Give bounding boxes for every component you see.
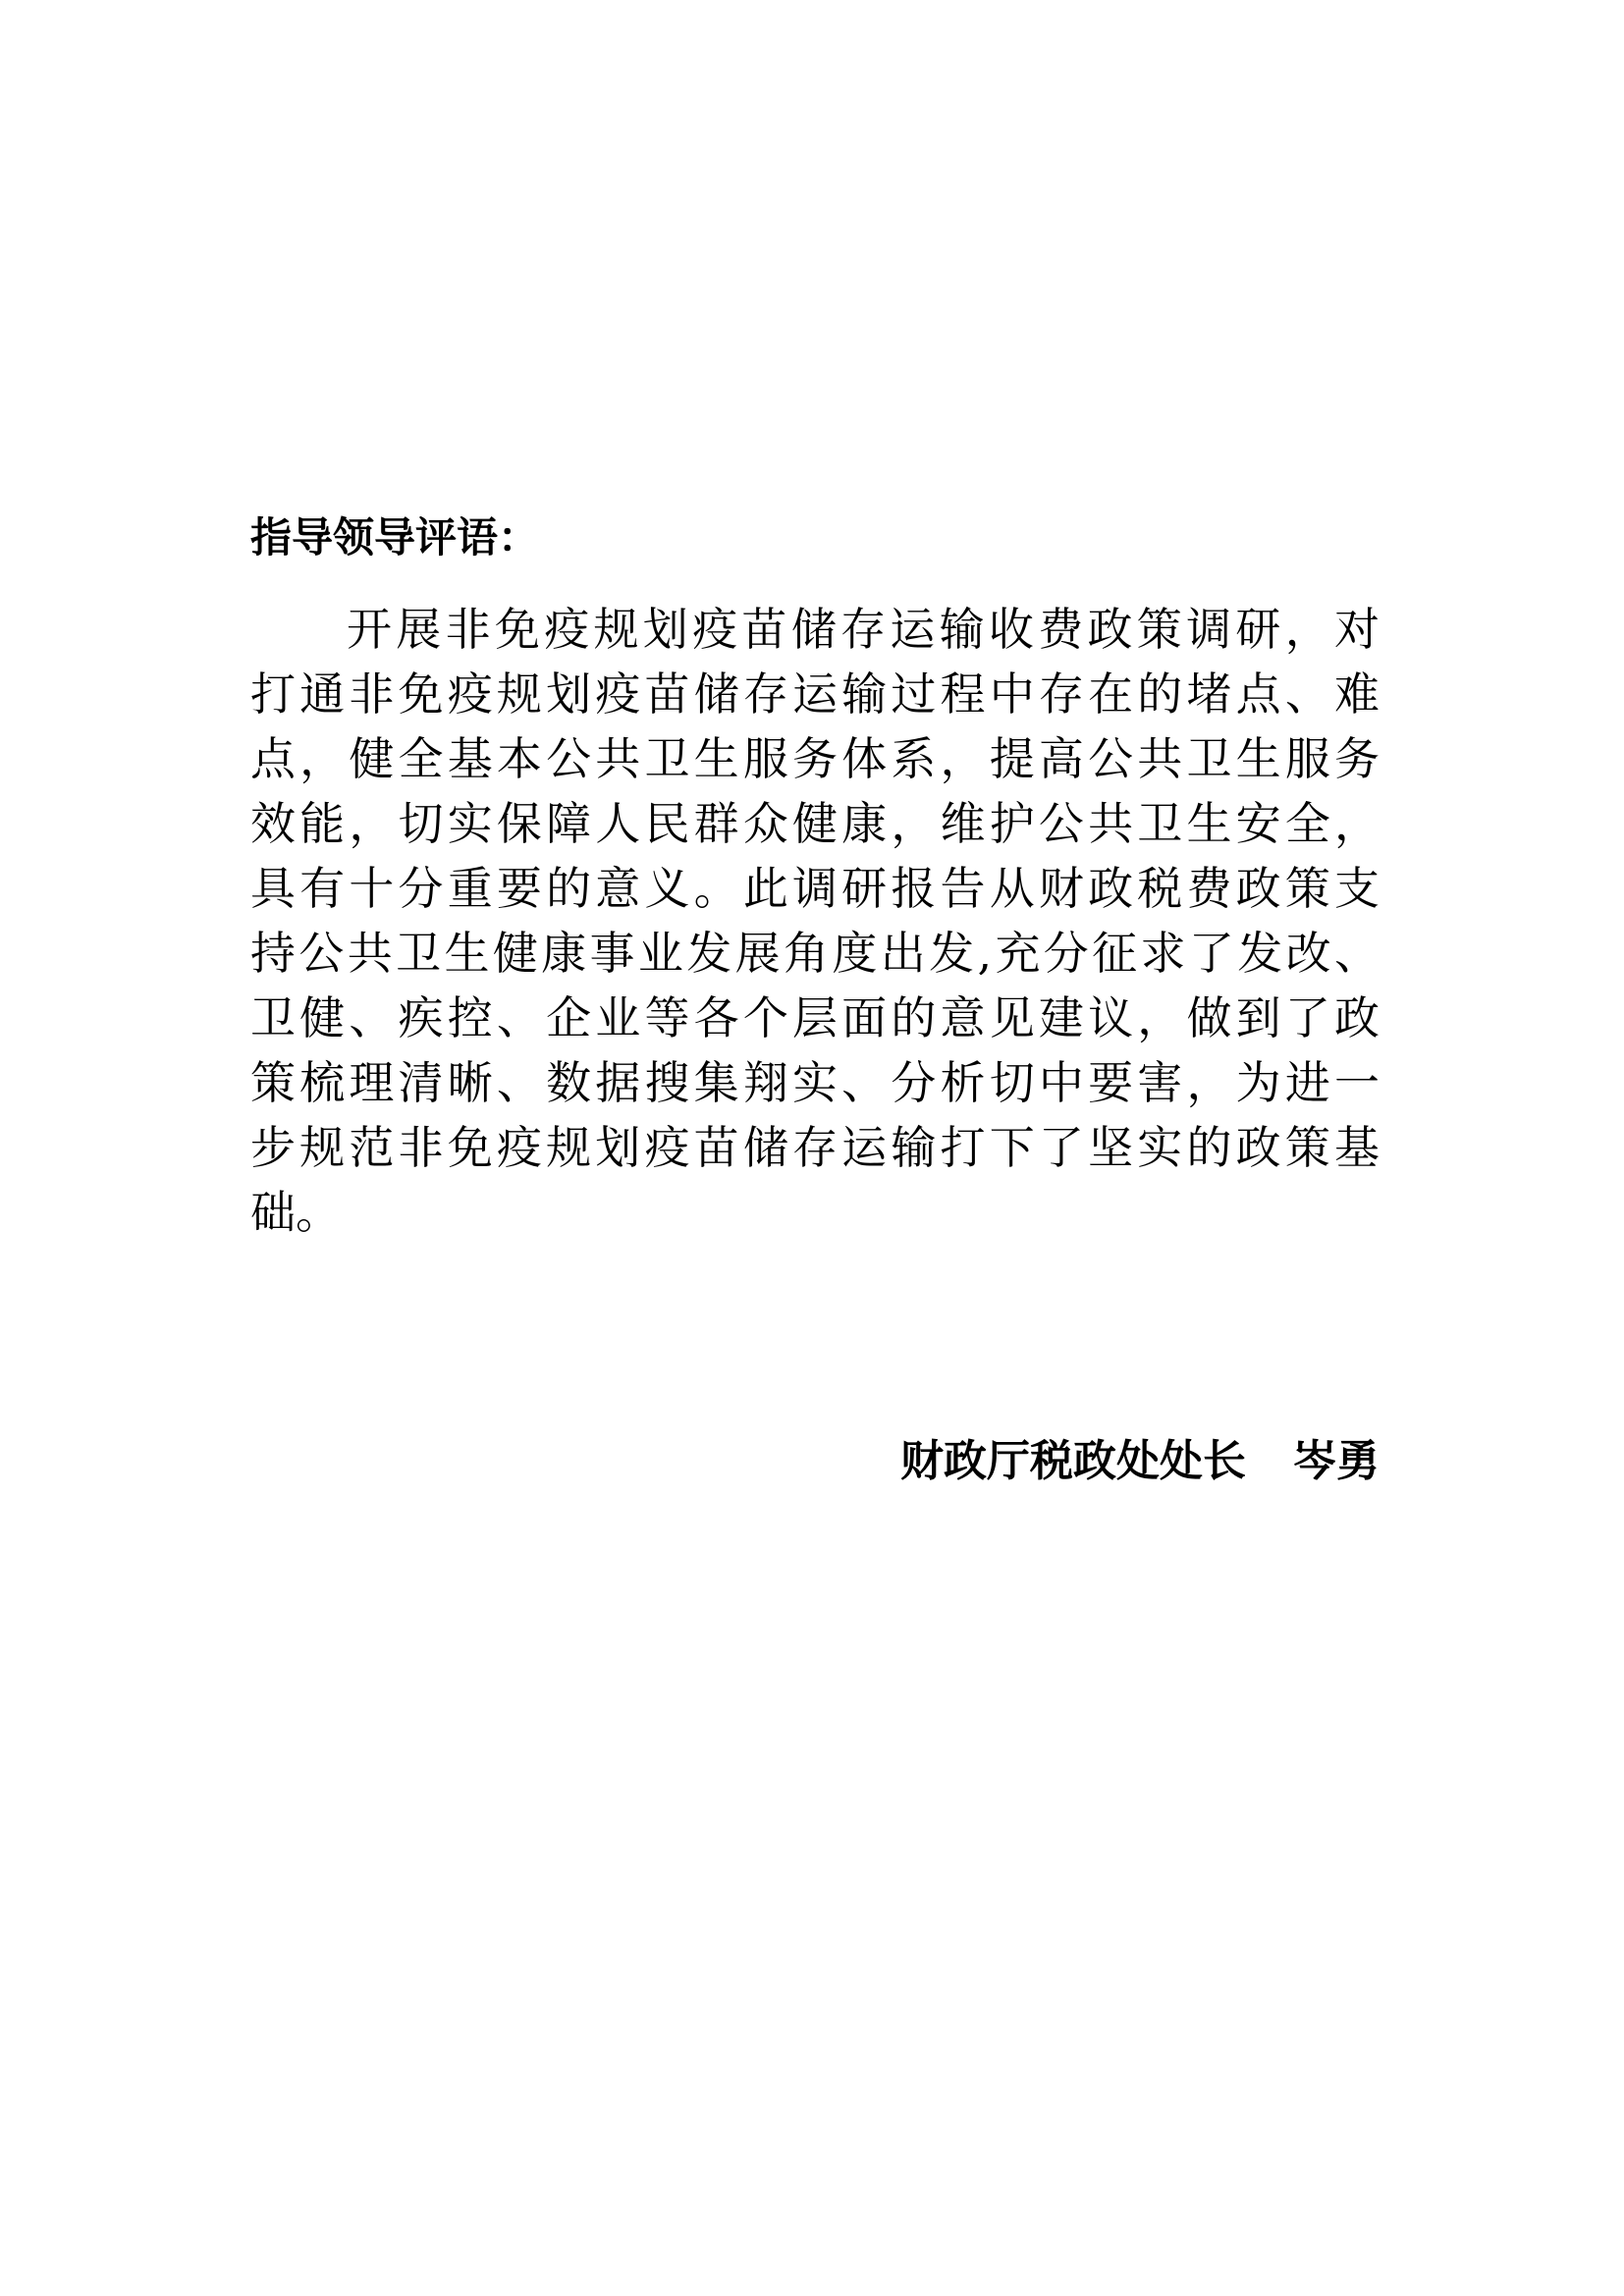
comment-line: 打通非免疫规划疫苗储存运输过程中存在的堵点、难 — [250, 667, 1380, 721]
comment-line: 具有十分重要的意义。此调研报告从财政税费政策支 — [250, 862, 1380, 915]
comment-line: 础。 — [250, 1186, 341, 1239]
comment-line: 步规范非免疫规划疫苗储存运输打下了坚实的政策基 — [250, 1121, 1380, 1174]
signature-block — [687, 1429, 1380, 1494]
comment-line: 策梳理清晰、数据搜集翔实、分析切中要害，为进一 — [250, 1056, 1380, 1109]
comment-body — [250, 597, 1380, 1245]
comment-line: 效能，切实保障人民群众健康，维护公共卫生安全， — [250, 797, 1380, 850]
signature-title: 财政厅税政处处长 — [900, 1436, 1246, 1486]
comment-line: 持公共卫生健康事业发展角度出发,充分征求了发改、 — [250, 927, 1380, 980]
comment-line: 点，健全基本公共卫生服务体系，提高公共卫生服务 — [250, 732, 1380, 785]
comment-heading: 指导领导评语： — [250, 513, 540, 561]
comment-line: 开展非免疫规划疫苗储存运输收费政策调研，对 — [347, 603, 1380, 656]
signature-name: 岑勇 — [1293, 1436, 1380, 1486]
comment-line: 卫健、疾控、企业等各个层面的意见建议，做到了政 — [250, 991, 1380, 1044]
